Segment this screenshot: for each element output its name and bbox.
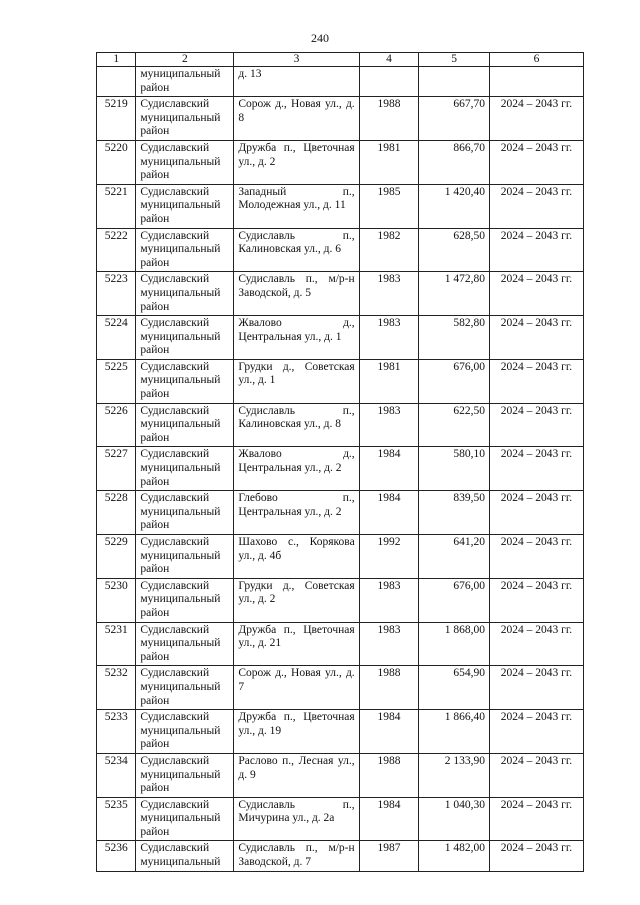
- district-cell: Судиславский муниципальный район: [136, 578, 234, 622]
- address-cell: Судиславль п., Калиновская ул., д. 6: [234, 228, 359, 272]
- district-cell: Судиславский муниципальный район: [136, 753, 234, 797]
- table-row: [97, 403, 584, 447]
- district-cell: Судиславский муниципальный район: [136, 97, 234, 141]
- year-cell: 1988: [359, 666, 419, 710]
- district-cell: Судиславский муниципальный район: [136, 228, 234, 272]
- address-cell: Жвалово д., Центральная ул., д. 2: [234, 447, 359, 491]
- row-number-cell: 5227: [97, 447, 136, 491]
- year-cell: 1984: [359, 491, 419, 535]
- row-number-cell: 5225: [97, 359, 136, 403]
- row-number-cell: [97, 67, 136, 97]
- period-cell: 2024 – 2043 гг.: [490, 97, 584, 141]
- area-cell: 2 133,90: [419, 753, 490, 797]
- period-cell: 2024 – 2043 гг.: [490, 316, 584, 360]
- table-row: [97, 184, 584, 228]
- address-cell: Дружба п., Цветочная ул., д. 21: [234, 622, 359, 666]
- address-cell: Сорож д., Новая ул., д. 7: [234, 666, 359, 710]
- row-number-cell: 5233: [97, 710, 136, 754]
- district-cell: Судиславский муниципальный район: [136, 622, 234, 666]
- area-cell: 654,90: [419, 666, 490, 710]
- table-row: [97, 359, 584, 403]
- district-cell: Судиславский муниципальный: [136, 841, 234, 871]
- area-cell: 628,50: [419, 228, 490, 272]
- row-number-cell: 5235: [97, 797, 136, 841]
- address-cell: Сорож д., Новая ул., д. 8: [234, 97, 359, 141]
- table-row: [97, 666, 584, 710]
- period-cell: 2024 – 2043 гг.: [490, 797, 584, 841]
- table-row: [97, 753, 584, 797]
- year-cell: 1984: [359, 710, 419, 754]
- row-number-cell: 5236: [97, 841, 136, 871]
- table-row: [97, 841, 584, 871]
- year-cell: 1981: [359, 140, 419, 184]
- row-number-cell: 5224: [97, 316, 136, 360]
- area-cell: 1 420,40: [419, 184, 490, 228]
- address-cell: Дружба п., Цветочная ул., д. 19: [234, 710, 359, 754]
- address-cell: Западный п., Молодежная ул., д. 11: [234, 184, 359, 228]
- row-number-cell: 5219: [97, 97, 136, 141]
- district-cell: Судиславский муниципальный район: [136, 710, 234, 754]
- area-cell: 1 868,00: [419, 622, 490, 666]
- period-cell: [490, 67, 584, 97]
- table-body: [97, 67, 584, 872]
- year-cell: 1984: [359, 797, 419, 841]
- row-number-cell: 5226: [97, 403, 136, 447]
- table-row: [97, 491, 584, 535]
- year-cell: 1985: [359, 184, 419, 228]
- table-row: [97, 535, 584, 579]
- year-cell: 1983: [359, 316, 419, 360]
- address-cell: Грудки д., Советская ул., д. 2: [234, 578, 359, 622]
- district-cell: Судиславский муниципальный район: [136, 316, 234, 360]
- period-cell: 2024 – 2043 гг.: [490, 535, 584, 579]
- row-number-cell: 5230: [97, 578, 136, 622]
- area-cell: 1 472,80: [419, 272, 490, 316]
- table-row: [97, 67, 584, 97]
- row-number-cell: 5221: [97, 184, 136, 228]
- area-cell: 1 040,30: [419, 797, 490, 841]
- period-cell: 2024 – 2043 гг.: [490, 622, 584, 666]
- table-row: [97, 710, 584, 754]
- period-cell: 2024 – 2043 гг.: [490, 359, 584, 403]
- period-cell: 2024 – 2043 гг.: [490, 184, 584, 228]
- table-row: [97, 97, 584, 141]
- district-cell: Судиславский муниципальный район: [136, 140, 234, 184]
- period-cell: 2024 – 2043 гг.: [490, 491, 584, 535]
- address-cell: Дружба п., Цветочная ул., д. 2: [234, 140, 359, 184]
- period-cell: 2024 – 2043 гг.: [490, 841, 584, 871]
- period-cell: 2024 – 2043 гг.: [490, 140, 584, 184]
- year-cell: 1983: [359, 403, 419, 447]
- area-cell: 676,00: [419, 359, 490, 403]
- year-cell: 1987: [359, 841, 419, 871]
- address-cell: Глебово п., Центральная ул., д. 2: [234, 491, 359, 535]
- district-cell: Судиславский муниципальный район: [136, 491, 234, 535]
- housing-register-table: [96, 52, 584, 872]
- address-cell: Судиславль п., м/р-н Заводской, д. 7: [234, 841, 359, 871]
- period-cell: 2024 – 2043 гг.: [490, 578, 584, 622]
- row-number-cell: 5222: [97, 228, 136, 272]
- year-cell: 1992: [359, 535, 419, 579]
- address-cell: Судиславль п., м/р-н Заводской, д. 5: [234, 272, 359, 316]
- period-cell: 2024 – 2043 гг.: [490, 710, 584, 754]
- district-cell: муниципальный район: [136, 67, 234, 97]
- area-cell: [419, 67, 490, 97]
- header-row: [97, 53, 584, 67]
- area-cell: 1 482,00: [419, 841, 490, 871]
- period-cell: 2024 – 2043 гг.: [490, 447, 584, 491]
- period-cell: 2024 – 2043 гг.: [490, 228, 584, 272]
- year-cell: 1982: [359, 228, 419, 272]
- page-number: 240: [311, 31, 329, 45]
- period-cell: 2024 – 2043 гг.: [490, 753, 584, 797]
- year-cell: 1981: [359, 359, 419, 403]
- row-number-cell: 5229: [97, 535, 136, 579]
- year-cell: [359, 67, 419, 97]
- table-row: [97, 622, 584, 666]
- area-cell: 667,70: [419, 97, 490, 141]
- address-cell: Судиславль п., Калиновская ул., д. 8: [234, 403, 359, 447]
- address-cell: Судиславль п., Мичурина ул., д. 2а: [234, 797, 359, 841]
- table-row: [97, 578, 584, 622]
- district-cell: Судиславский муниципальный район: [136, 535, 234, 579]
- column-header: 6: [490, 53, 584, 67]
- table-row: [97, 228, 584, 272]
- year-cell: 1983: [359, 622, 419, 666]
- table-row: [97, 447, 584, 491]
- column-header: 4: [359, 53, 419, 67]
- address-cell: Жвалово д., Центральная ул., д. 1: [234, 316, 359, 360]
- area-cell: 641,20: [419, 535, 490, 579]
- area-cell: 582,80: [419, 316, 490, 360]
- area-cell: 622,50: [419, 403, 490, 447]
- row-number-cell: 5223: [97, 272, 136, 316]
- district-cell: Судиславский муниципальный район: [136, 797, 234, 841]
- table-row: [97, 272, 584, 316]
- column-header: 1: [97, 53, 136, 67]
- row-number-cell: 5232: [97, 666, 136, 710]
- district-cell: Судиславский муниципальный район: [136, 359, 234, 403]
- row-number-cell: 5228: [97, 491, 136, 535]
- address-cell: Раслово п., Лесная ул., д. 9: [234, 753, 359, 797]
- table-row: [97, 797, 584, 841]
- table-row: [97, 316, 584, 360]
- address-cell: д. 13: [234, 67, 359, 97]
- district-cell: Судиславский муниципальный район: [136, 272, 234, 316]
- year-cell: 1988: [359, 97, 419, 141]
- area-cell: 1 866,40: [419, 710, 490, 754]
- address-cell: Шахово с., Корякова ул., д. 4б: [234, 535, 359, 579]
- area-cell: 676,00: [419, 578, 490, 622]
- column-header: 2: [136, 53, 234, 67]
- table-row: [97, 140, 584, 184]
- area-cell: 866,70: [419, 140, 490, 184]
- period-cell: 2024 – 2043 гг.: [490, 403, 584, 447]
- row-number-cell: 5234: [97, 753, 136, 797]
- district-cell: Судиславский муниципальный район: [136, 666, 234, 710]
- area-cell: 580,10: [419, 447, 490, 491]
- area-cell: 839,50: [419, 491, 490, 535]
- period-cell: 2024 – 2043 гг.: [490, 666, 584, 710]
- row-number-cell: 5220: [97, 140, 136, 184]
- address-cell: Грудки д., Советская ул., д. 1: [234, 359, 359, 403]
- year-cell: 1988: [359, 753, 419, 797]
- district-cell: Судиславский муниципальный район: [136, 447, 234, 491]
- period-cell: 2024 – 2043 гг.: [490, 272, 584, 316]
- district-cell: Судиславский муниципальный район: [136, 403, 234, 447]
- column-header: 5: [419, 53, 490, 67]
- district-cell: Судиславский муниципальный район: [136, 184, 234, 228]
- row-number-cell: 5231: [97, 622, 136, 666]
- year-cell: 1983: [359, 272, 419, 316]
- column-header: 3: [234, 53, 359, 67]
- year-cell: 1983: [359, 578, 419, 622]
- year-cell: 1984: [359, 447, 419, 491]
